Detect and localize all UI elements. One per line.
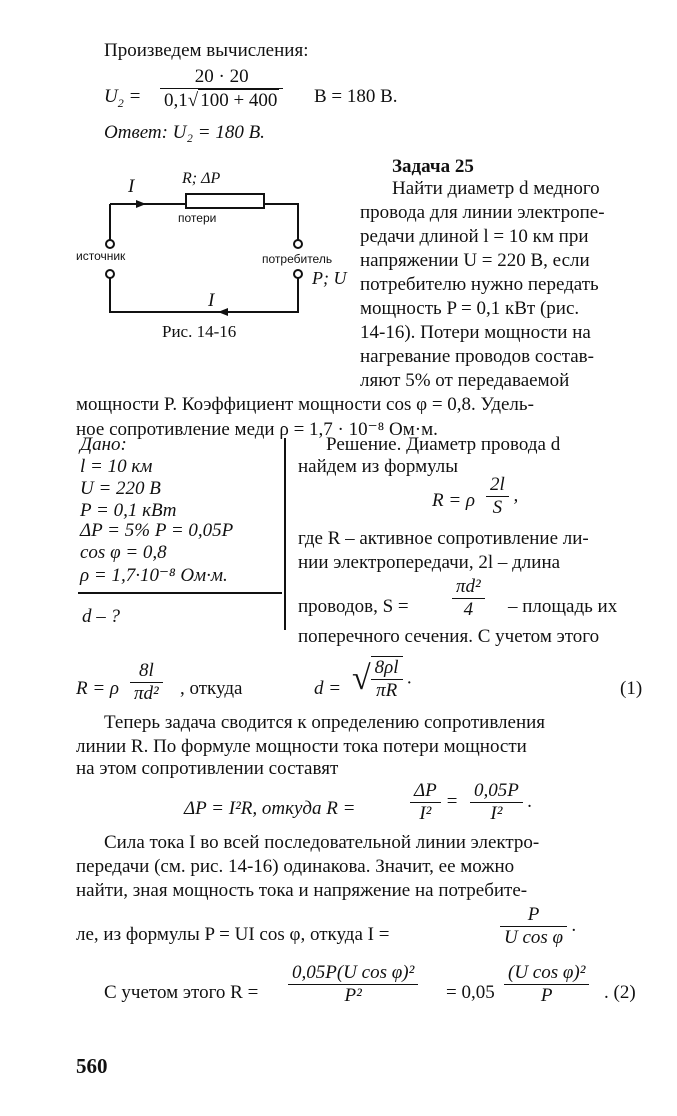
fig-label-source: источник [76, 249, 126, 263]
problem-line: потребителю нужно передать [360, 274, 599, 295]
given-find: d – ? [82, 606, 120, 627]
terminal-consumer-top [294, 240, 302, 248]
wire-top-right [264, 204, 298, 240]
u2-fraction [160, 66, 283, 112]
solution-line3: где R – активное сопротивление ли- [298, 528, 589, 549]
eq1-number: (1) [620, 678, 643, 699]
problem-line: провода для линии электропе- [360, 202, 605, 223]
wire-bottom [110, 278, 298, 312]
given-title: Дано: [80, 434, 127, 455]
eq2-mid: = 0,05 [446, 982, 495, 1003]
eq-i-text: ле, из формулы P = UI cos φ, откуда I = [76, 924, 390, 945]
given-item: ΔP = 5% P = 0,05P [80, 520, 234, 541]
terminal-source-bottom [106, 270, 114, 278]
fig-label-i-bottom: I [208, 290, 215, 311]
eq2-number: . (2) [604, 982, 636, 1003]
solution-line5a: проводов, S = [298, 596, 409, 617]
problem-line: Найти диаметр d медного [392, 178, 600, 199]
given-item: ρ = 1,7·10⁻⁸ Ом·м. [80, 565, 228, 586]
fig-label-i-top: I [128, 176, 135, 197]
terminal-source-top [106, 240, 114, 248]
problem-line: ное сопротивление меди ρ = 1,7 · 10⁻⁸ Ом·м. [76, 419, 438, 440]
problem-line: редачи длиной l = 10 км при [360, 226, 589, 247]
problem-line: напряжении U = 220 В, если [360, 250, 590, 271]
given-divider [78, 592, 282, 594]
calc-intro: Произведем вычисления: [104, 40, 309, 61]
problem-line: ляют 5% от передаваемой [360, 370, 570, 391]
problem-line: мощности P. Коэффициент мощности cos φ = 0,8. Удель- [76, 394, 534, 415]
figure-caption: Рис. 14-16 [162, 322, 237, 341]
eq-dp-fraction1: $\frac{\Delta P}{\text{I²}}$ = [410, 780, 458, 825]
problem-title: Задача 25 [392, 156, 474, 177]
para2-line: на этом сопротивлении составят [76, 758, 339, 779]
solution-line6: поперечного сечения. С учетом этого [298, 626, 600, 647]
page-number: 560 [76, 1054, 108, 1078]
eq1-d: d = [314, 678, 342, 699]
formula-r-fraction: $\frac{2l}{S}$ , [486, 474, 518, 519]
u2-lhs: $U_2$ = [104, 86, 142, 110]
solution-line5b: – площадь их [508, 596, 618, 617]
problem-line: 14-16). Потери мощности на [360, 322, 591, 343]
para3-line: Сила тока I во всей последовательной линии электро- [104, 832, 540, 853]
para2-line: линии R. По формуле мощности тока потери мощности [76, 736, 527, 757]
u2-denominator: 0,1√ 100 + 400 [160, 88, 283, 112]
para3-line: передачи (см. рис. 14-16) одинакова. Значит, ее можно [76, 856, 515, 877]
fig-label-pu: P; U [312, 268, 347, 288]
eq1-fraction: $\frac{8l}{\text{πd²}}$ [130, 660, 163, 705]
eq1-radical: √ $\frac{8\rho l}{\pi R}$ . [352, 657, 413, 701]
resistor [186, 194, 264, 208]
given-item: U = 220 В [80, 478, 161, 499]
given-item: l = 10 км [80, 456, 153, 477]
eq1-lhs: R = ρ [76, 678, 120, 699]
given-item: P = 0,1 кВт [80, 500, 177, 521]
formula-s-fraction: $\frac{\text{πd²}}{4}$ [452, 576, 485, 621]
eq2-text: С учетом этого R = [104, 982, 259, 1003]
eq2-fraction1: $\frac{\text{0,05P(U cos φ)²}}{\text{P²}}$ [288, 962, 418, 1007]
formula-r-lhs: R = ρ [432, 490, 476, 511]
eq-i-fraction: $\frac{P}{\text{U cos φ}}$ . [500, 904, 577, 949]
given-item: cos φ = 0,8 [80, 542, 167, 563]
fig-label-consumer: потребитель [262, 252, 333, 266]
solution-line4: нии электропередачи, 2l – длина [298, 552, 561, 573]
current-arrow-bottom [218, 308, 228, 316]
given-vertical-divider [284, 438, 286, 630]
fig-label-r: R; ΔP [182, 170, 221, 187]
eq-dp-fraction2: $\frac{0,05P}{\text{I²}}$ . [470, 780, 532, 825]
eq2-fraction2: $\frac{\text{(U cos φ)²}}{P}$ [504, 962, 589, 1007]
problem-line: нагревание проводов состав- [360, 346, 594, 367]
fig-label-losses: потери [178, 211, 217, 225]
u2-result: В = 180 В. [314, 86, 398, 107]
eq-dp-text: ΔP = I²R, откуда R = [184, 798, 356, 819]
solution-line1: Решение. Диаметр провода d [326, 434, 561, 455]
problem-line: мощность P = 0,1 кВт (рис. [360, 298, 580, 319]
para2-line: Теперь задача сводится к определению сопротивления [104, 712, 546, 733]
eq1-mid: , откуда [180, 678, 243, 699]
solution-line2: найдем из формулы [298, 456, 459, 477]
answer: Ответ: U₂ = 180 В. [104, 122, 265, 143]
para3-line: найти, зная мощность тока и напряжение на потребите- [76, 880, 528, 901]
current-arrow-top [136, 200, 146, 208]
u2-numerator: 20 · 20 [194, 66, 249, 87]
terminal-consumer-bottom [294, 270, 302, 278]
